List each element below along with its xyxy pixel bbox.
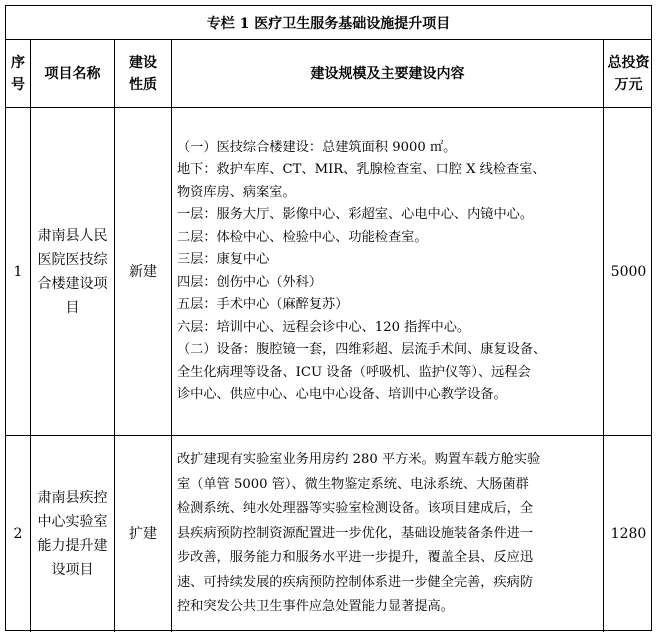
content-line: 四层：创伤中心（外科）	[177, 274, 323, 290]
content-line: 改扩建现有实验室业务用房约 280 平方米。购置车载方舱实验	[177, 452, 541, 468]
header-name	[31, 40, 115, 107]
row-content	[172, 108, 604, 435]
table-row	[6, 108, 651, 436]
row-name-text: 肃南县疾控中心实验室能力提升建设项目	[37, 490, 108, 578]
content-line: （二）设备：腹腔镜一套，四维彩超、层流手术间、康复设备、	[177, 342, 547, 357]
row-content	[172, 436, 604, 632]
content-line: 全生化病理等设备、ICU 设备（呼吸机、监护仪等）、远程会	[177, 364, 531, 380]
row-nature: 新建	[115, 108, 172, 435]
row-invest: 1280	[610, 526, 647, 542]
row-name	[31, 108, 115, 435]
content-line: 三层：康复中心	[177, 252, 270, 267]
content-line: 诊中心、供应中心、心电中心设备、培训中心教学设备。	[177, 387, 507, 402]
header-row	[6, 40, 651, 108]
content-line: 一层：服务大厅、影像中心、彩超室、心电中心、内镜中心。	[177, 207, 534, 222]
header-content	[172, 40, 604, 107]
project-table	[5, 5, 652, 631]
header-invest	[604, 40, 653, 107]
table-title: 专栏 1 医疗卫生服务基础设施提升项目	[6, 6, 651, 40]
row-nature: 扩建	[115, 436, 172, 632]
header-no-label: 序号	[11, 54, 25, 93]
row-name-text: 肃南县人民医院医技综合楼建设项目	[37, 227, 108, 316]
header-invest-label: 总投资万元	[607, 54, 650, 93]
content-line: 地下：救护车库、CT、MIR、乳腺检查室、口腔 X 线检查室、	[177, 162, 546, 177]
row-no: 1	[6, 108, 31, 435]
content-line: 速、可持续发展的疾病预防控制体系进一步健全完善，疾病防	[177, 574, 534, 590]
content-line: 控和突发公共卫生事件应急处置能力显著提高。	[177, 599, 454, 615]
row-no: 2	[6, 436, 31, 632]
table-row	[6, 436, 651, 632]
content-line: 检测系统、纯水处理器等实验室检测设备。该项目建成后，全	[177, 501, 534, 517]
content-line: 县疾病预防控制资源配置进一步优化，基础设施装备条件进一	[177, 525, 534, 541]
content-line: 六层：培训中心、远程会诊中心、120 指挥中心。	[177, 319, 471, 335]
content-line: 物资库房、病案室。	[177, 184, 296, 200]
row-content-text	[172, 137, 549, 407]
header-name-label: 项目名称	[44, 65, 101, 82]
content-line: 步改善，服务能力和服务水平进一步提升，覆盖全县、反应迅	[177, 550, 534, 566]
row-invest: 5000	[610, 263, 647, 280]
header-no	[6, 40, 31, 107]
content-line: 二层：体检中心、检验中心、功能检查室。	[177, 229, 428, 245]
content-line: 五层：手术中心（麻醉复苏）	[177, 297, 349, 312]
content-line: （一）医技综合楼建设：总建筑面积 9000 ㎡。	[177, 139, 457, 155]
header-content-label: 建设规模及主要建设内容	[310, 65, 465, 82]
header-nature	[115, 40, 172, 107]
row-content-text	[172, 448, 543, 620]
header-nature-label: 建设性质	[129, 54, 157, 93]
content-line: 室（单管 5000 管）、微生物鉴定系统、电泳系统、大肠菌群	[177, 476, 529, 492]
row-name	[31, 436, 115, 632]
